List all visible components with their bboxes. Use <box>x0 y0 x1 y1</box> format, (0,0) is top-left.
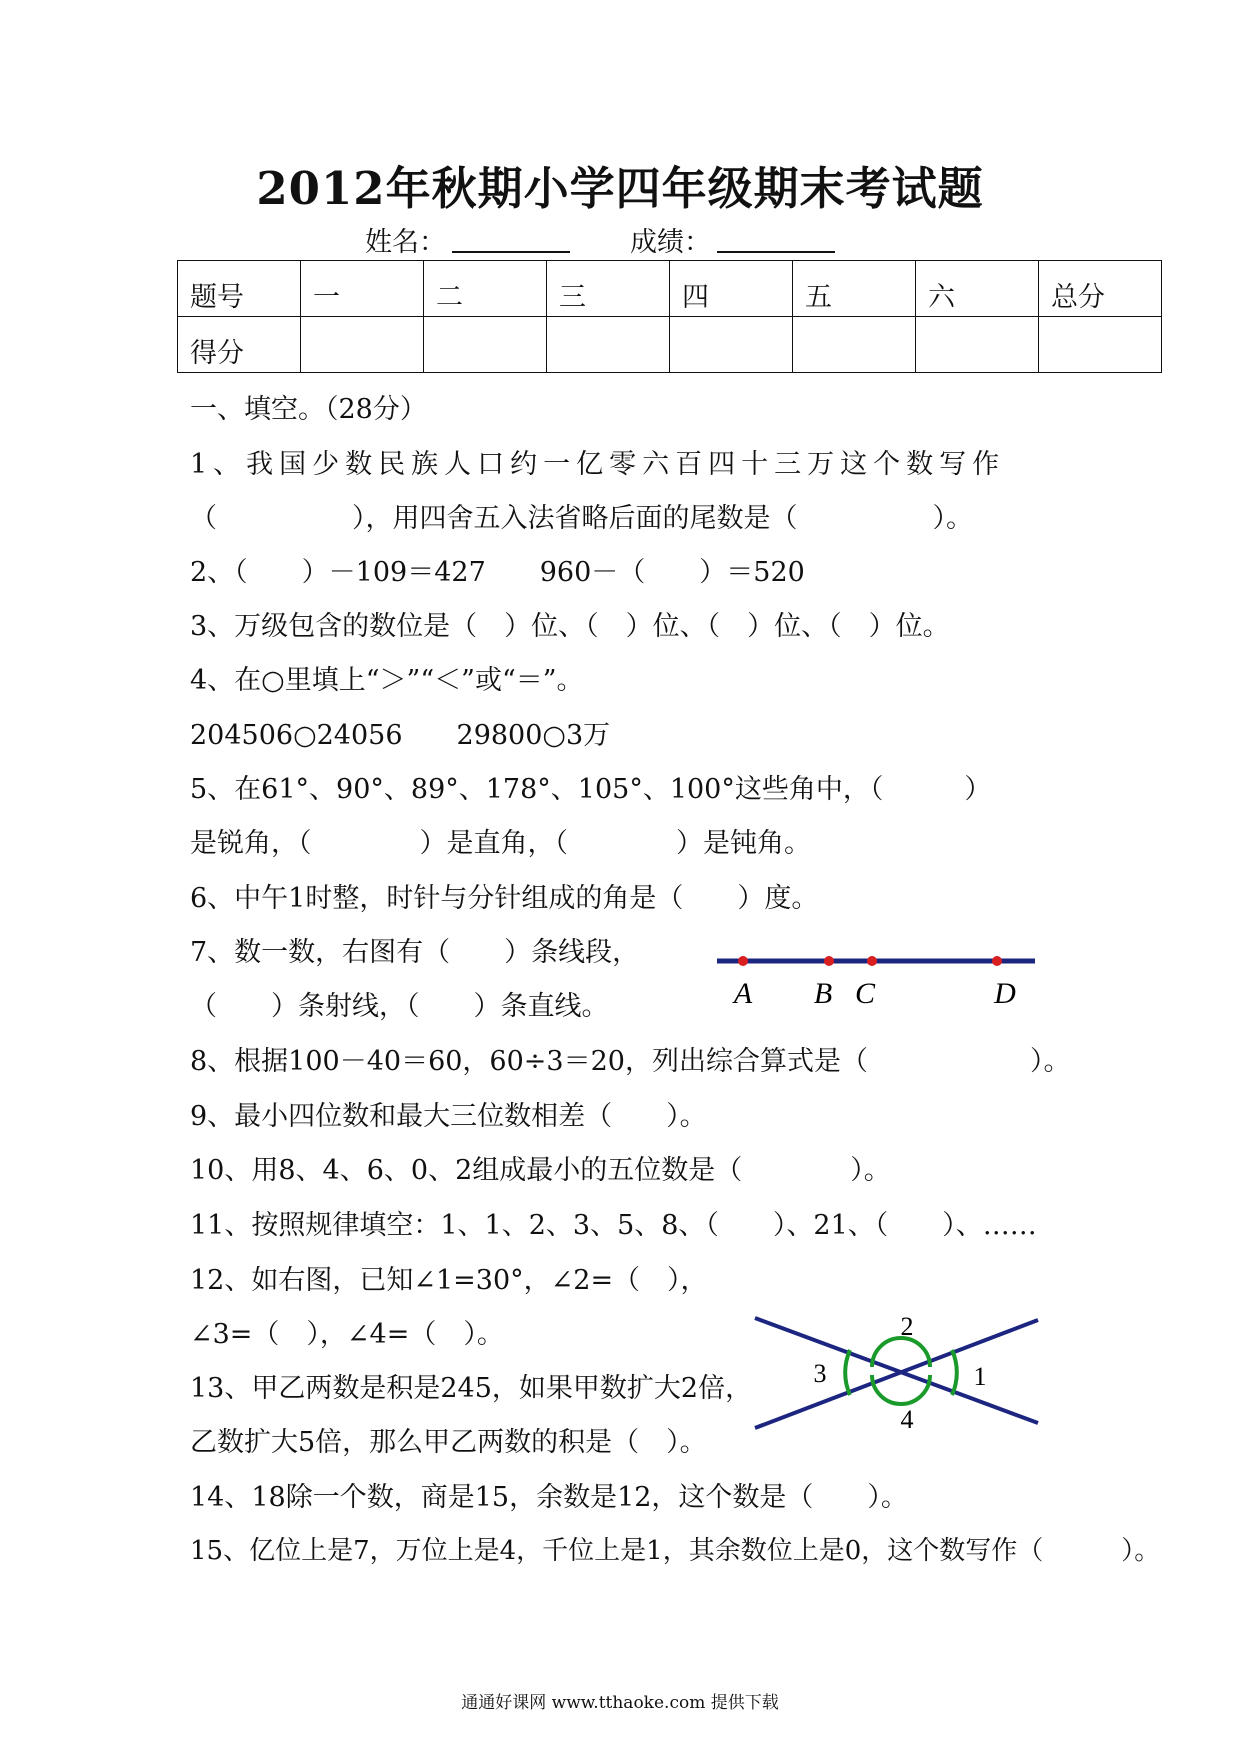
point-a-label: A <box>733 977 753 1010</box>
point-a-dot <box>738 956 748 966</box>
question-3: 3、万级包含的数位是（ ）位、（ ）位、（ ）位、（ ）位。 <box>190 611 950 642</box>
question-4-items: 204506○24056 29800○3万 <box>190 720 611 751</box>
table-cell: 得分 <box>178 317 301 373</box>
table-cell: 五 <box>793 261 916 317</box>
table-cell <box>301 317 424 373</box>
table-cell: 一 <box>301 261 424 317</box>
page-title: 2012年秋期小学四年级期末考试题 <box>256 162 984 215</box>
question-1-line-1: 1、我国少数民族人口约一亿零六百四十三万这个数写作 <box>190 449 1006 480</box>
angle-2-label: 2 <box>900 1312 914 1341</box>
angle-1-label: 1 <box>973 1362 987 1391</box>
point-b-dot <box>824 956 834 966</box>
question-12-line-1: 12、如右图，已知∠1=30°，∠2=（ ）， <box>190 1265 708 1296</box>
question-13-line-1: 13、甲乙两数是积是245，如果甲数扩大2倍， <box>190 1373 753 1404</box>
question-12-line-2: ∠3=（ ），∠4=（ ）。 <box>190 1319 504 1350</box>
point-c-dot <box>867 956 877 966</box>
score-field <box>630 220 835 259</box>
intersecting-line-2 <box>755 1320 1038 1428</box>
table-cell: 二 <box>424 261 547 317</box>
point-d-dot <box>992 956 1002 966</box>
question-2: 2、（ ）－109＝427 960－（ ）＝520 <box>190 557 805 588</box>
table-cell <box>793 317 916 373</box>
table-cell: 三 <box>547 261 670 317</box>
name-blank <box>452 227 570 253</box>
angle-4-label: 4 <box>900 1405 914 1434</box>
question-9: 9、最小四位数和最大三位数相差（ ）。 <box>190 1101 707 1132</box>
table-cell: 题号 <box>178 261 301 317</box>
table-cell <box>1039 317 1162 373</box>
intersecting-line-1 <box>755 1318 1038 1423</box>
question-5-line-1: 5、在61°、90°、89°、178°、105°、100°这些角中，（ ） <box>190 774 992 805</box>
point-d-label: D <box>994 977 1016 1010</box>
point-b-label: B <box>813 977 833 1010</box>
question-4: 4、在○里填上“＞”“＜”或“＝”。 <box>190 665 584 696</box>
name-label: 姓名： <box>365 227 446 258</box>
question-13-line-2: 乙数扩大5倍，那么甲乙两数的积是（ ）。 <box>190 1427 707 1458</box>
name-field <box>365 220 570 259</box>
question-14: 14、18除一个数，商是15，余数是12，这个数是（ ）。 <box>190 1482 908 1513</box>
footer-credit: 通通好课网 www.tthaoke.com 提供下载 <box>461 1693 779 1713</box>
question-5-line-2: 是锐角，（ ）是直角，（ ）是钝角。 <box>190 828 811 859</box>
angle-3-arc <box>845 1350 850 1395</box>
angle-1-arc <box>952 1350 957 1395</box>
angle-figure <box>740 1300 1050 1440</box>
question-10: 10、用8、4、6、0、2组成最小的五位数是（ ）。 <box>190 1155 891 1186</box>
score-table <box>177 260 1162 373</box>
table-cell: 四 <box>670 261 793 317</box>
table-cell: 六 <box>916 261 1039 317</box>
table-cell <box>424 317 547 373</box>
score-label: 成绩： <box>630 227 711 258</box>
section-heading: 一、填空。（28分） <box>190 394 427 425</box>
point-c-label: C <box>854 977 876 1010</box>
table-cell: 总分 <box>1039 261 1162 317</box>
table-cell <box>670 317 793 373</box>
question-1-line-2: （ ），用四舍五入法省略后面的尾数是（ ）。 <box>190 503 973 534</box>
question-8: 8、根据100－40＝60，60÷3＝20，列出综合算式是（ ）。 <box>190 1046 1071 1077</box>
question-15: 15、亿位上是7，万位上是4，千位上是1，其余数位上是0，这个数写作（ ）。 <box>190 1536 1161 1566</box>
score-table-score-row <box>178 317 1162 373</box>
angle-3-label: 3 <box>813 1359 827 1388</box>
table-cell <box>916 317 1039 373</box>
question-11: 11、按照规律填空：1、1、2、3、5、8、（ ）、21、（ ）、…… <box>190 1210 1037 1241</box>
score-blank <box>717 227 835 253</box>
score-table-header-row <box>178 261 1162 317</box>
question-7-line-2: （ ）条射线，（ ）条直线。 <box>190 991 609 1022</box>
question-7-line-1: 7、数一数，右图有（ ）条线段， <box>190 937 640 968</box>
table-cell <box>547 317 670 373</box>
question-6: 6、中午1时整，时针与分针组成的角是（ ）度。 <box>190 883 819 914</box>
line-figure <box>705 945 1045 1015</box>
